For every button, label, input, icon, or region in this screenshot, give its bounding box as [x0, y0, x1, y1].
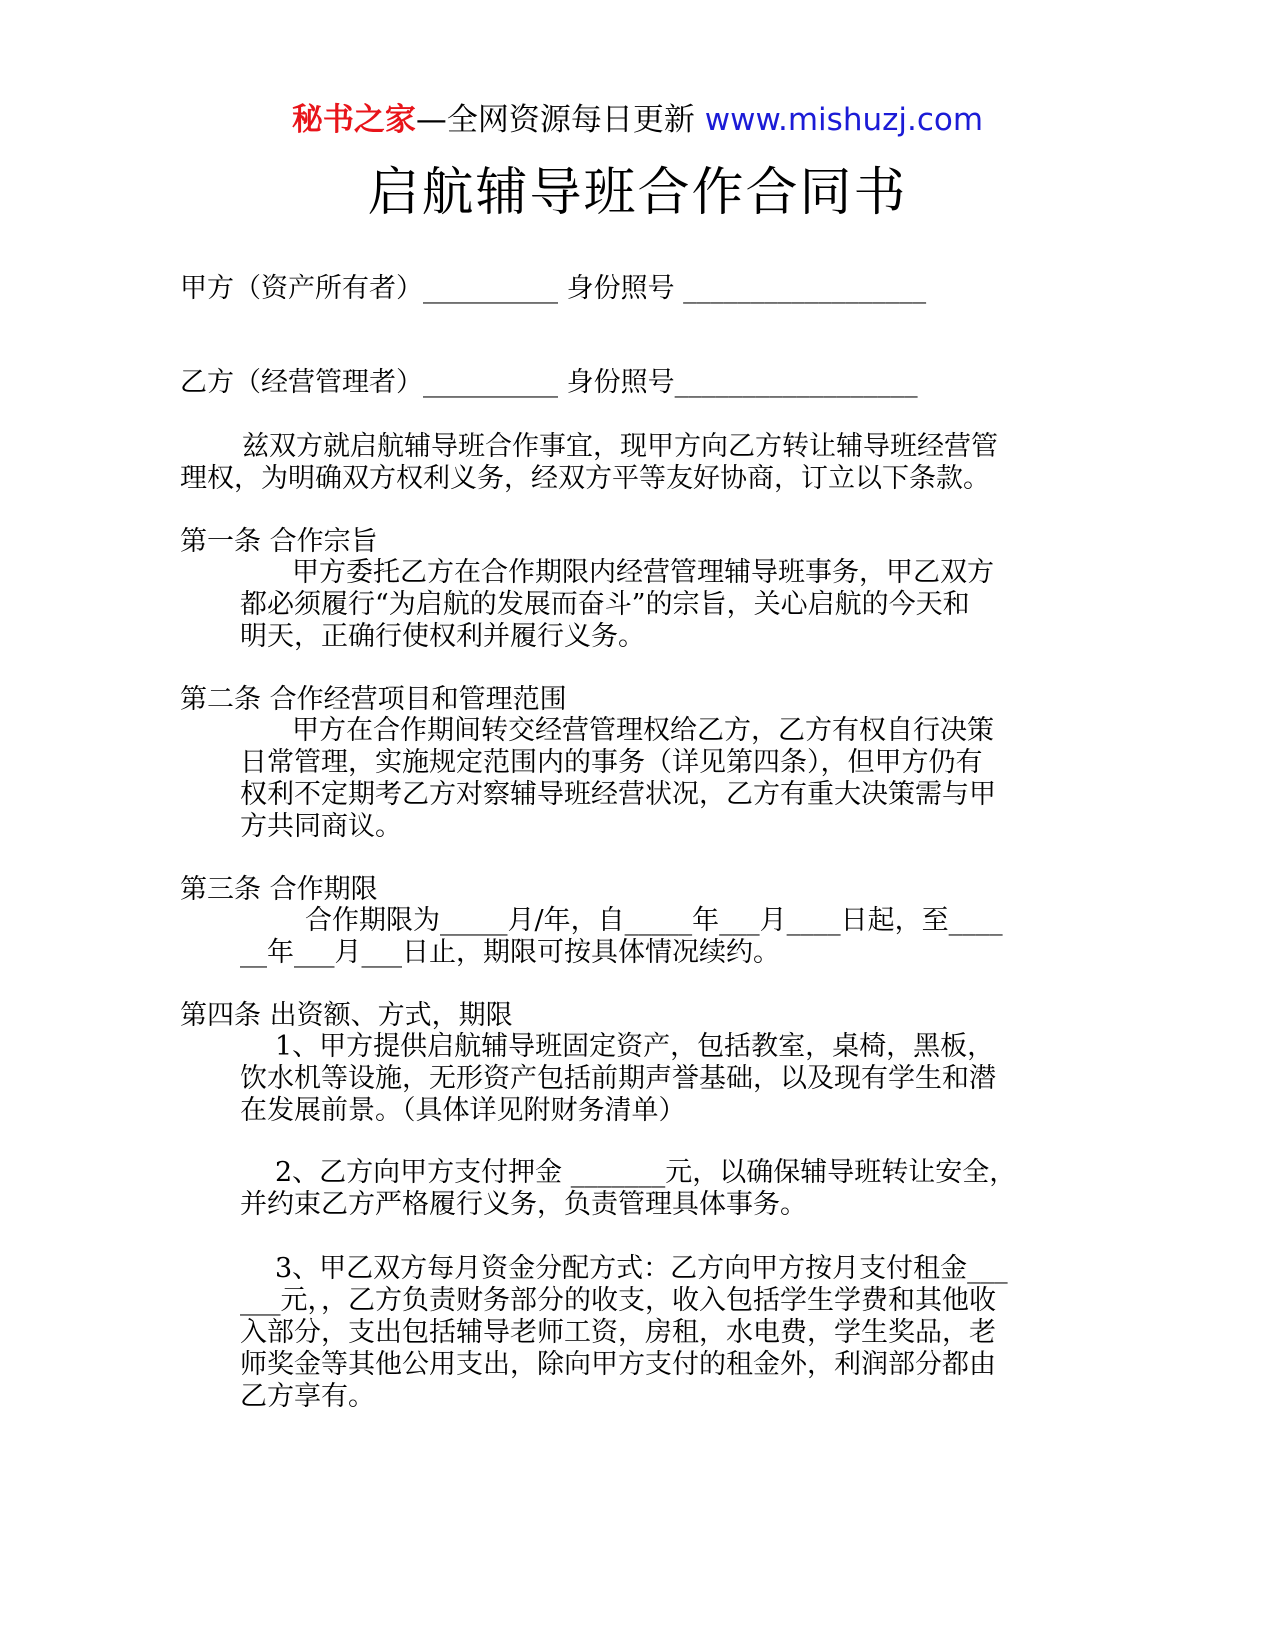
article-1-line: 都必须履行“为启航的发展而奋斗”的宗旨，关心启航的今天和: [240, 589, 970, 620]
article-3-line: 合作期限为_____月/年，自_____年___月____日起，至____: [305, 905, 1003, 936]
article-2-heading: 第二条 合作经营项目和管理范围: [180, 684, 567, 715]
site-url-link[interactable]: www.mishuzj.com: [704, 102, 984, 138]
preamble-line: 兹双方就启航辅导班合作事宜，现甲方向乙方转让辅导班经营管: [242, 431, 998, 462]
site-brand: 秘书之家: [291, 102, 416, 138]
article-3-heading: 第三条 合作期限: [180, 874, 378, 905]
article-2-line: 权利不定期考乙方对察辅导班经营状况，乙方有重大决策需与甲: [240, 779, 996, 810]
article-2-line: 甲方在合作期间转交经营管理权给乙方，乙方有权自行决策: [292, 715, 994, 746]
article-4-line: ___元，，乙方负责财务部分的收支，收入包括学生学费和其他收: [240, 1285, 996, 1316]
article-1-heading: 第一条 合作宗旨: [180, 526, 378, 557]
article-4-line: 饮水机等设施，无形资产包括前期声誉基础，以及现有学生和潜: [240, 1063, 996, 1094]
article-4-line: 3、甲乙双方每月资金分配方式：乙方向甲方按月支付租金___: [275, 1253, 1008, 1284]
preamble-line: 理权，为明确双方权利义务，经双方平等友好协商，订立以下条款。: [180, 463, 990, 494]
article-4-line: 在发展前景。（具体详见附财务清单）: [240, 1095, 686, 1126]
article-4-heading: 第四条 出资额、方式，期限: [180, 1000, 513, 1031]
party-a-line: 甲方（资产所有者）__________ 身份照号 __________________: [180, 273, 927, 304]
party-b-line: 乙方（经营管理者）__________ 身份照号__________________: [180, 367, 918, 398]
site-tagline: —全网资源每日更新: [415, 102, 705, 138]
article-3-line: __年___月___日止，期限可按具体情况续约。: [240, 937, 780, 968]
article-4-line: 入部分，支出包括辅导老师工资，房租，水电费，学生奖品，老: [240, 1317, 996, 1348]
document-title: 启航辅导班合作合同书: [367, 163, 908, 223]
article-4-line: 师奖金等其他公用支出，除向甲方支付的租金外，利润部分都由: [240, 1349, 996, 1380]
article-1-line: 明天，正确行使权利并履行义务。: [240, 621, 645, 652]
article-2-line: 日常管理，实施规定范围内的事务（详见第四条），但甲方仍有: [240, 747, 983, 778]
article-2-line: 方共同商议。: [240, 811, 402, 842]
article-4-line: 1、甲方提供启航辅导班固定资产，包括教室，桌椅，黑板，: [275, 1031, 995, 1062]
article-4-line: 并约束乙方严格履行义务，负责管理具体事务。: [240, 1189, 807, 1220]
article-4-line: 2、乙方向甲方支付押金 _______元，以确保辅导班转让安全，: [275, 1157, 1017, 1188]
site-banner: [0, 100, 1275, 140]
article-1-line: 甲方委托乙方在合作期限内经营管理辅导班事务，甲乙双方: [292, 557, 994, 588]
article-4-line: 乙方享有。: [240, 1381, 375, 1412]
